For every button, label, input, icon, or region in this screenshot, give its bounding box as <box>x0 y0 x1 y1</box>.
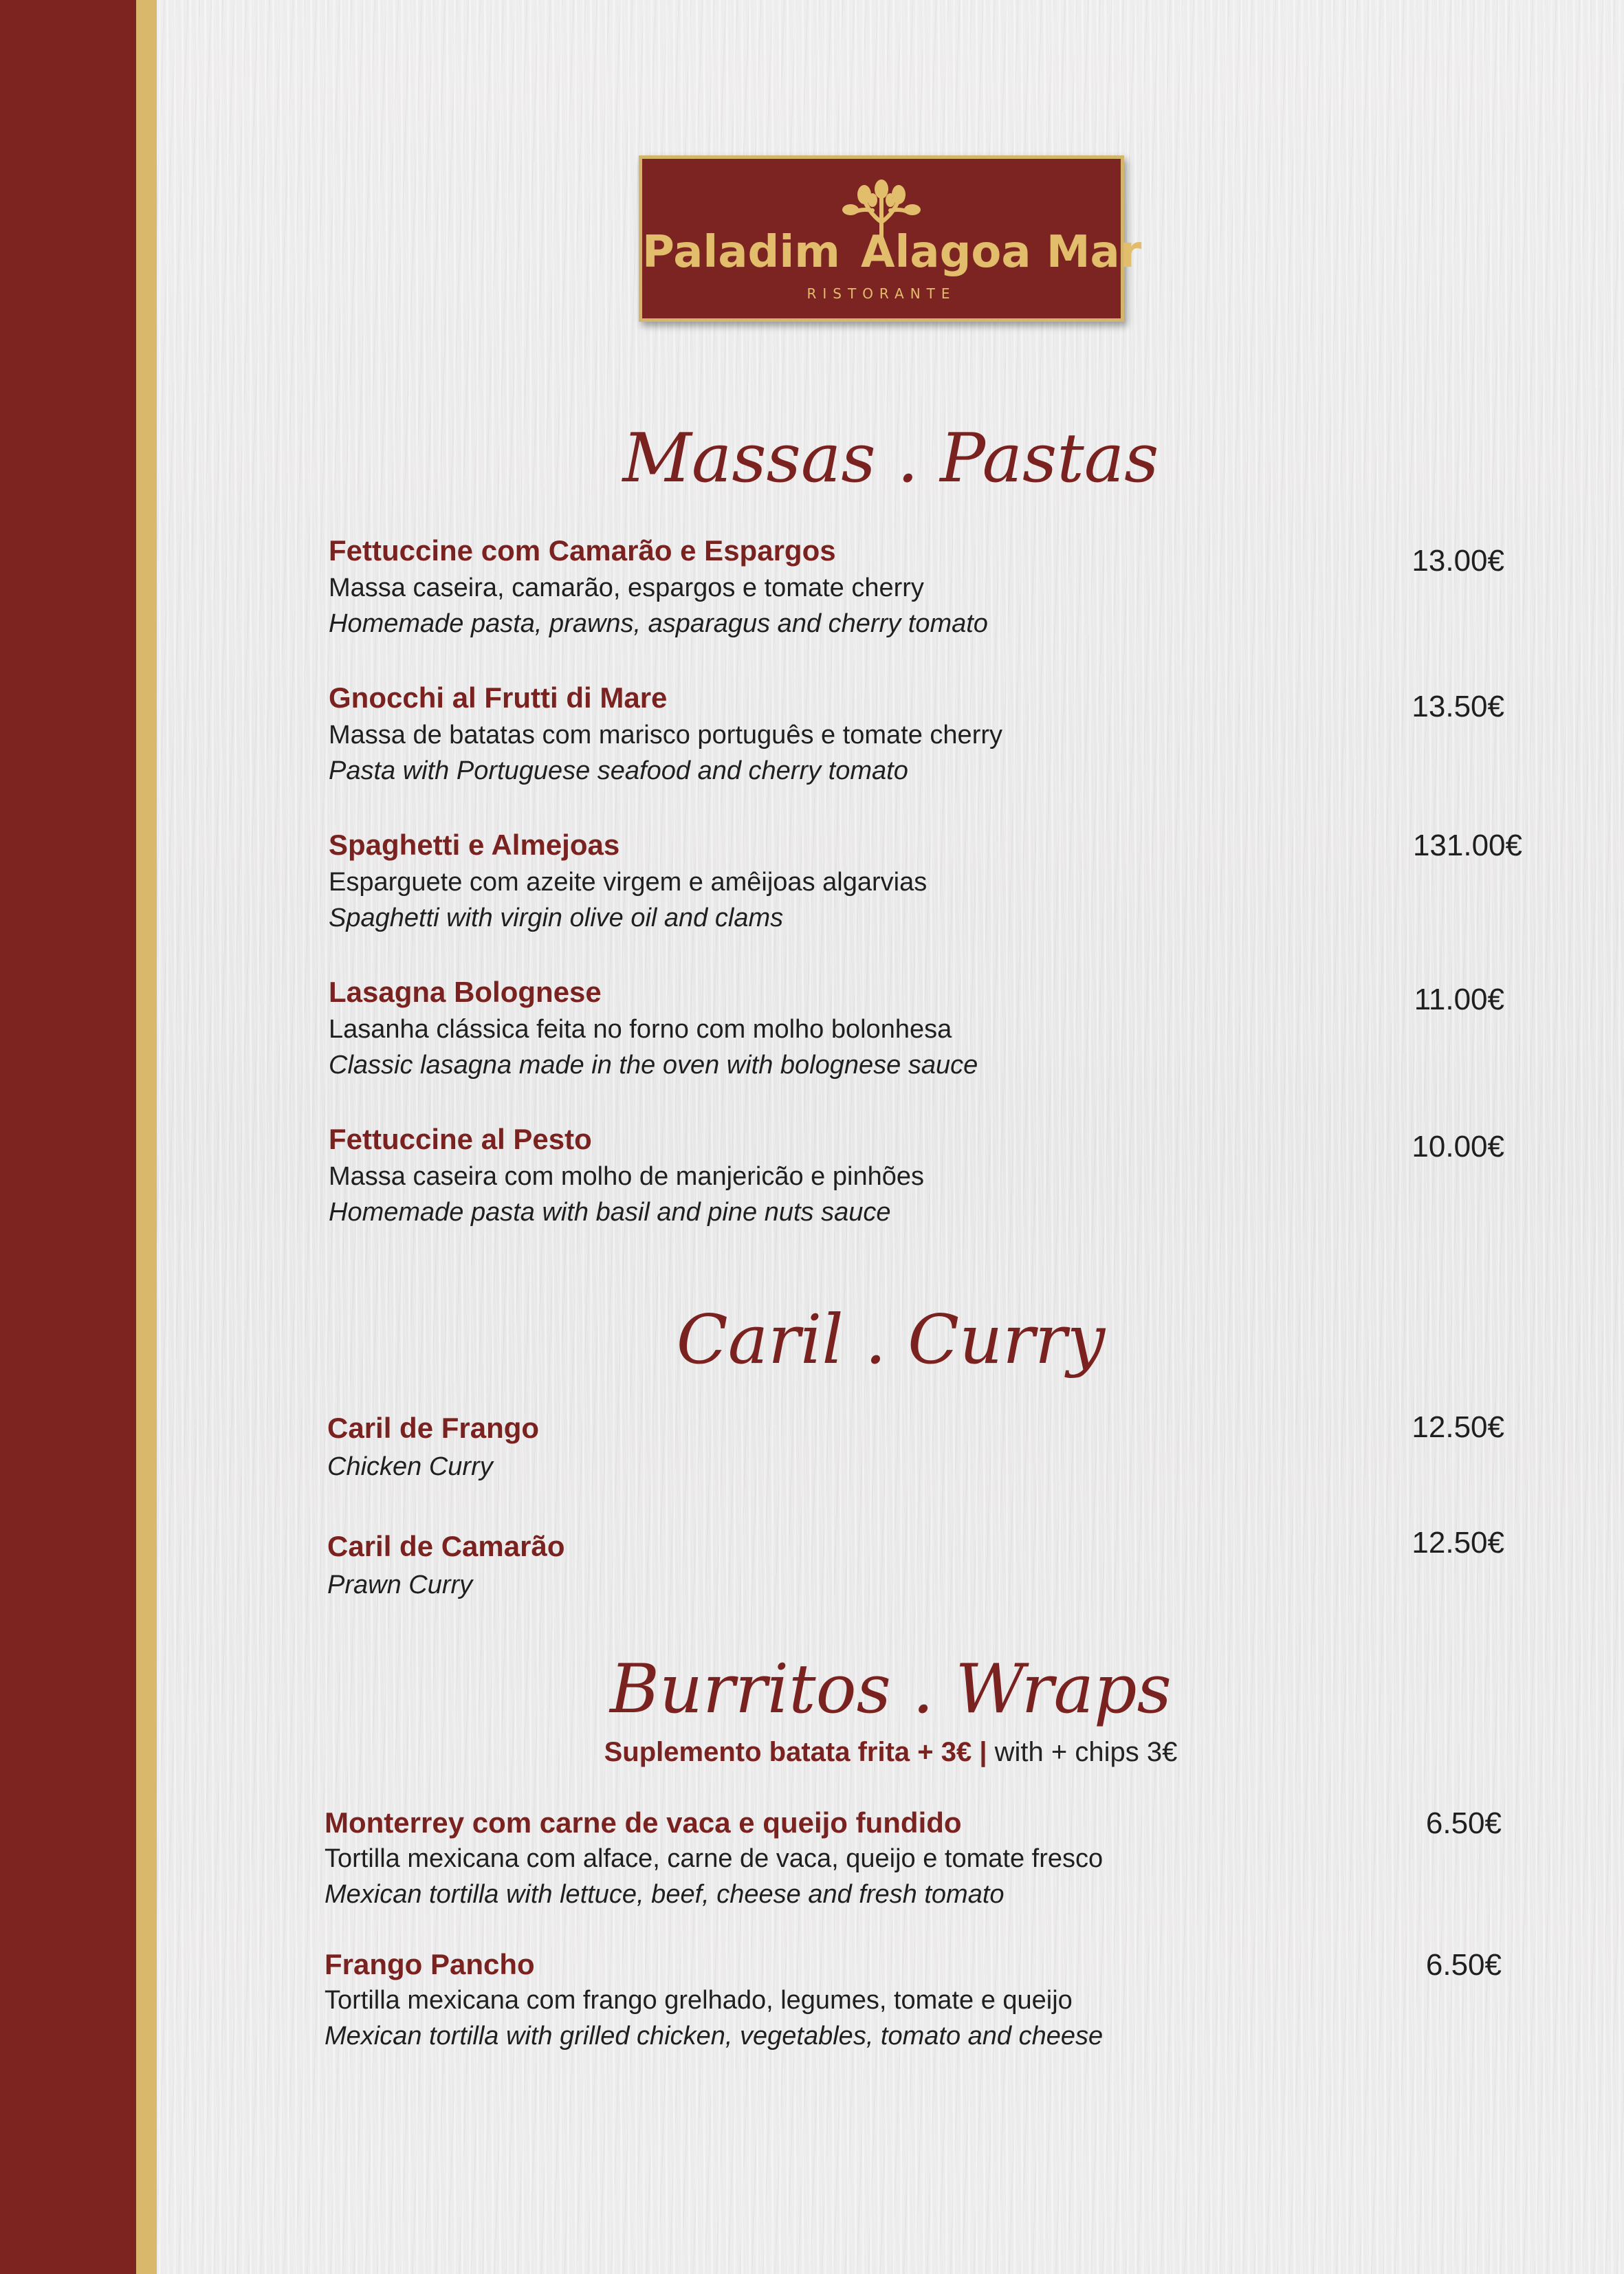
item-name: Caril de Camarão <box>327 1530 565 1562</box>
item-description-pt: Tortilla mexicana com frango grelhado, legumes, tomate e queijo <box>325 1986 1073 2015</box>
side-stripe-gold <box>136 0 157 2274</box>
item-price: 10.00€ <box>1412 1130 1504 1163</box>
item-name: Fettuccine al Pesto <box>329 1123 592 1155</box>
item-price: 6.50€ <box>1425 1806 1502 1840</box>
item-price: 13.50€ <box>1412 690 1504 723</box>
item-description-en: Homemade pasta, prawns, asparagus and cherry tomato <box>329 609 988 638</box>
logo-name-part2: Alagoa Mar <box>860 227 1142 278</box>
side-bar-red <box>0 0 136 2274</box>
item-name: Lasagna Bolognese <box>329 976 602 1008</box>
logo-name <box>642 227 1142 278</box>
item-price: 12.50€ <box>1412 1526 1504 1560</box>
item-name: Gnocchi al Frutti di Mare <box>329 681 668 714</box>
logo-name-part1: Paladim <box>642 227 840 278</box>
item-name: Caril de Frango <box>327 1412 540 1444</box>
item-name: Frango Pancho <box>325 1948 535 1980</box>
item-description-pt: Massa caseira com molho de manjericão e pinhões <box>329 1162 924 1191</box>
item-description-en: Spaghetti with virgin olive oil and clams <box>329 904 784 932</box>
item-description-en: Classic lasagna made in the oven with bolognese sauce <box>329 1051 978 1080</box>
item-price: 11.00€ <box>1414 983 1504 1016</box>
item-description-en: Prawn Curry <box>327 1571 473 1599</box>
item-name: Monterrey com carne de vaca e queijo fundido <box>325 1806 962 1839</box>
section-title-burritos: Burritos . Wraps <box>610 1650 1172 1729</box>
item-description-pt: Tortilla mexicana com alface, carne de vaca, queijo e tomate fresco <box>325 1844 1104 1873</box>
item-description-en: Pasta with Portuguese seafood and cherry tomato <box>329 756 908 785</box>
item-price: 12.50€ <box>1412 1410 1504 1444</box>
item-name: Fettuccine com Camarão e Espargos <box>329 534 836 567</box>
item-description-pt: Massa de batatas com marisco português e tomate cherry <box>329 721 1003 750</box>
item-description-pt: Esparguete com azeite virgem e amêijoas algarvias <box>329 868 928 897</box>
item-price: 6.50€ <box>1425 1948 1502 1982</box>
item-description-pt: Massa caseira, camarão, espargos e tomate cherry <box>329 573 924 602</box>
item-description-pt: Lasanha clássica feita no forno com molho bolonhesa <box>329 1015 952 1044</box>
item-price: 13.00€ <box>1412 544 1504 578</box>
item-description-en: Chicken Curry <box>327 1452 493 1481</box>
logo-subtitle: RISTORANTE <box>806 285 956 302</box>
supplement-note <box>157 1738 1624 1766</box>
supplement-note-pt: Suplemento batata frita + 3€ | <box>604 1737 987 1767</box>
section-title-massas: Massas . Pastas <box>622 419 1159 498</box>
item-name: Spaghetti e Almejoas <box>329 829 620 861</box>
supplement-note-en: with + chips 3€ <box>994 1737 1178 1767</box>
section-title-caril: Caril . Curry <box>676 1301 1106 1379</box>
item-description-en: Mexican tortilla with grilled chicken, vegetables, tomato and cheese <box>325 2022 1104 2051</box>
item-description-en: Homemade pasta with basil and pine nuts sauce <box>329 1198 891 1227</box>
restaurant-logo <box>639 155 1142 322</box>
item-price: 131.00€ <box>1412 829 1522 862</box>
item-description-en: Mexican tortilla with lettuce, beef, cheese and fresh tomato <box>325 1880 1005 1909</box>
